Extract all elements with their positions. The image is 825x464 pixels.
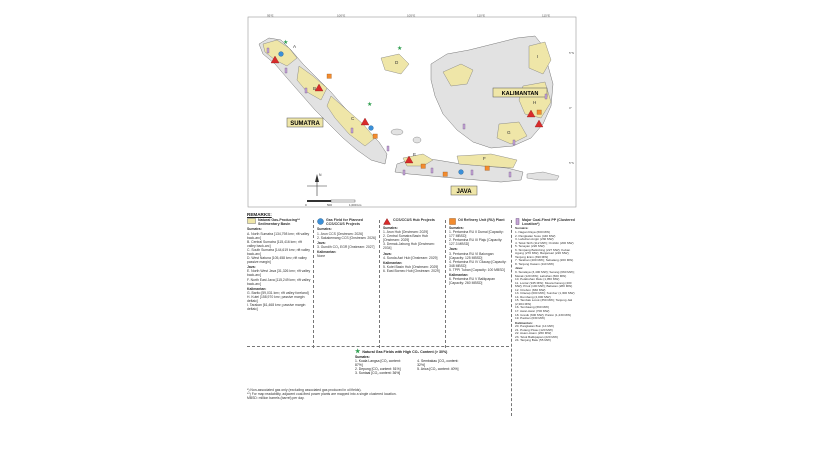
refinery-marker bbox=[327, 74, 331, 78]
legend-ccs-item: 3. Gundih CO₂ EGR [Onstream: 2027] bbox=[317, 244, 375, 249]
legend-power-item: 14. Rembang (2,000 MW) bbox=[515, 294, 551, 299]
legend-power-item: 4. Teluk Sirih (112 MW); Ombilin (200 MW) bbox=[515, 240, 574, 245]
kalimantan-label: KALIMANTAN bbox=[501, 90, 539, 97]
legend-gas-item: 1. Kuala Langsa [CO₂ content: 87%] bbox=[355, 359, 401, 368]
legend-gas-title: Natural Gas Fields with High CO₂ Content (> 30%) bbox=[362, 350, 448, 354]
top-tick: 100°E bbox=[337, 14, 346, 18]
legend-power-item: 10. Pelabuhan Ratu (1,050 MW) bbox=[515, 277, 560, 282]
legend-power-item: 12. Cirebon (660 MW) bbox=[515, 287, 546, 292]
north-label: N bbox=[319, 173, 322, 177]
legend-power-item: 9. Suralaya (3,400 MW); Serang (660 MW); Merak (120 MW); Labuhan (600 MW) bbox=[515, 269, 575, 278]
legend-basin-item: C. South Sumatra [144,619 km²; rift valley back-arc] bbox=[247, 247, 310, 256]
legend-gas-sumatra-head: Sumatra: bbox=[355, 355, 370, 359]
legend-basin-kalimantan-head: Kalimantan: bbox=[247, 286, 267, 291]
legend-gas-item: 2. Depung [CO₂ content: 51%] bbox=[355, 367, 401, 372]
legend-power-item: 3. Labuhan Angin (230 MW) bbox=[515, 237, 554, 242]
scale-label: 0 bbox=[305, 203, 307, 207]
power-plant-marker bbox=[509, 172, 511, 177]
scale-label: 1,000 km bbox=[349, 203, 362, 207]
legend-refinery-kalimantan-head: Kalimantan: bbox=[449, 273, 469, 278]
legend-hub-header bbox=[383, 218, 443, 225]
legend-power-column bbox=[515, 218, 577, 343]
gas-field-marker: ★ bbox=[283, 40, 289, 46]
orange-square-icon bbox=[449, 218, 456, 225]
basin-swatch-icon bbox=[247, 218, 256, 224]
legend-basin-java-head: Java: bbox=[247, 265, 256, 270]
legend-hub-item: 4. Sunda Asri Hub [Onstream: 2029] bbox=[383, 255, 438, 260]
basin-letter-i: I bbox=[537, 54, 539, 59]
legend-basin-header bbox=[247, 218, 311, 226]
gas-field-marker: ★ bbox=[397, 46, 403, 52]
legend-gas-left bbox=[355, 355, 407, 375]
top-tick: 95°E bbox=[267, 14, 274, 18]
power-plant-marker bbox=[545, 94, 547, 99]
legend-refinery-item: 5. TPPI Tuban [Capacity: 100 MBSD] bbox=[449, 267, 505, 272]
legend-power-item: 19. Pacitan (630 MW) bbox=[515, 316, 545, 321]
legend-hub-kalimantan-head: Kalimantan: bbox=[383, 260, 403, 265]
legend-basin-item: G. Barito [59,031 km²; rift valley foreland] bbox=[247, 290, 309, 295]
side-tick: 0° bbox=[569, 106, 572, 110]
legend-divider bbox=[445, 220, 446, 348]
legend-refinery-item: 4. Pertamina RU IV Cilacap [Capacity: 348 MBSD] bbox=[449, 259, 507, 268]
refinery-marker bbox=[443, 172, 447, 176]
java-label: JAVA bbox=[456, 188, 472, 195]
legend-basin-item: H. Kutei [158,970 km²; passive margin deltaic] bbox=[247, 294, 305, 303]
legend-power-item: 20. Pangkalan Bun (14 MW) bbox=[515, 324, 554, 329]
legend-basin-item: I. Tarakan [61,468 km²; passive margin deltaic] bbox=[247, 303, 306, 312]
map-svg bbox=[247, 14, 577, 210]
map-figure bbox=[247, 14, 577, 210]
scale-label: 500 bbox=[327, 203, 333, 207]
legend-gas-item: 3. Suntaai [CO₂ content: 36%] bbox=[355, 371, 401, 376]
legend-ccs-item: 1. Arun CCS [Onstream: 2026] bbox=[317, 231, 363, 236]
legend-ccs-sumatra-head: Sumatra: bbox=[317, 227, 332, 232]
power-plant-marker bbox=[403, 170, 405, 175]
side-tick: 5°S bbox=[569, 161, 574, 165]
power-plant-marker bbox=[285, 68, 287, 73]
purple-bar-icon bbox=[515, 218, 520, 225]
sumatra-label: SUMATRA bbox=[290, 120, 320, 127]
legend-gas-item: 5. Arica [CO₂ content: 40%] bbox=[417, 367, 459, 372]
basin-letter-h: H bbox=[533, 100, 537, 105]
legend-hub-item: 5. Kutei Basin Hub [Onstream: 2029] bbox=[383, 264, 439, 269]
legend-power-item: 5. Tenayan (220 MW) bbox=[515, 244, 545, 249]
legend-note: *) Non-associated gas only (excluding associated gas produced in oil fields). bbox=[247, 388, 362, 392]
power-plant-marker bbox=[387, 146, 389, 151]
legend-hub-item: 2. Central Sumatra Basin Hub [Onstream: 2029] bbox=[383, 234, 429, 243]
legend-power-item: 22. Asam-Asam (260 MW) bbox=[515, 331, 552, 336]
basin-letter-d: D bbox=[395, 60, 399, 65]
legend-basin-title: Natural Gas-Producing** Sedimentary Basin bbox=[258, 218, 300, 227]
legend-ccs-java-head: Java: bbox=[317, 240, 326, 245]
legend-power-item: 7. Tarahan (200 MW); Sebalang (200 MW) bbox=[515, 258, 574, 263]
legend-divider bbox=[511, 220, 512, 416]
basin-letter-b: B bbox=[313, 86, 317, 91]
legend-ccs-header bbox=[317, 218, 377, 226]
legend-power-java-head: Java: bbox=[515, 266, 523, 271]
power-plant-marker bbox=[351, 128, 353, 133]
basin-letter-f: F bbox=[483, 156, 486, 161]
top-tick: 115°E bbox=[542, 14, 550, 18]
legend-power-item: 21. Pulang Pisau (120 MW) bbox=[515, 327, 553, 332]
green-star-icon: ★ bbox=[355, 349, 361, 355]
legend-power-item: 17. Awar-Awar (700 MW) bbox=[515, 308, 550, 313]
legend-power-item: 18. Gresik (600 MW); Paiton (1,230 MW) bbox=[515, 312, 572, 317]
power-plant-marker bbox=[513, 140, 515, 145]
refinery-marker bbox=[537, 110, 541, 114]
legend-divider bbox=[313, 220, 314, 348]
legend-basin-item: B. Central Sumatra [115,416 km²; rift valley back-arc] bbox=[247, 239, 302, 248]
side-tick: 5°N bbox=[569, 51, 575, 55]
legend-basin-item: F. North East Java [115,249 km²; rift valley back-arc] bbox=[247, 277, 311, 286]
legend-basin-item: D. West Natuna [105,458 km²; rift valley passive margin] bbox=[247, 256, 307, 265]
legend-power-item: 15. Tambak Lorok (350 MW); Tanjung Jati (2,904 MW) bbox=[515, 298, 573, 306]
ccs-field-marker bbox=[459, 170, 464, 175]
ccs-field-marker bbox=[369, 126, 374, 131]
power-plant-marker bbox=[471, 170, 473, 175]
legend-power-item: 24. Tanjung Batu (55 MW) bbox=[515, 338, 551, 343]
power-plant-marker bbox=[305, 88, 307, 93]
power-plant-marker bbox=[431, 168, 433, 173]
legend-power-item: 1. Nagan Raya (600 MW) bbox=[515, 229, 551, 234]
legend-refinery-java-head: Java: bbox=[449, 247, 458, 252]
legend-notes bbox=[247, 388, 487, 401]
legend-power-item: 13. Cilacap (600 MW); Sumber (1,300 MW) bbox=[515, 291, 575, 296]
bangka-island bbox=[391, 129, 403, 135]
legend-power-kalimantan-head: Kalimantan: bbox=[515, 320, 533, 325]
legend-divider bbox=[379, 220, 380, 348]
legend-refinery-title: Oil Refinery Unit (RU) Plant bbox=[458, 218, 505, 222]
legend-refinery-item: 6. Pertamina RU V Balikpapan [Capacity: 260 MBSD] bbox=[449, 277, 495, 286]
basin-letter-g: G bbox=[507, 130, 511, 135]
legend-power-item: 2. Pangkalan Susu (440 MW) bbox=[515, 233, 556, 238]
legend-note: **) For map readability, adjacent coal-fired power plants are mapped into a single clustered location. bbox=[247, 392, 397, 397]
legend-ccs-item: 2. Sakakemang CCS [Onstream: 2026] bbox=[317, 235, 376, 240]
basin-letter-a: A bbox=[293, 44, 297, 49]
legend-power-item: 16. Tembaang (660 MW) bbox=[515, 305, 549, 310]
legend-hub-item: 6. East Borneo Hub [Onstream: 2029] bbox=[383, 268, 440, 273]
legend-refinery-column bbox=[449, 218, 509, 285]
legend-hub-java-head: Java: bbox=[383, 251, 392, 256]
legend-power-item: 6. Simpang Belimbing (227 MW); Keban Agung (270 MW); Banjarsari (220 MW); Tanjung Enim (390 MW) bbox=[515, 247, 571, 259]
power-plant-marker bbox=[463, 124, 465, 129]
legend-refinery-header bbox=[449, 218, 509, 225]
legend-power-item: 11. Lontar (945 MW); Muara Karang (400 MW); Priok (100 MW); Babelan (280 MW) bbox=[515, 280, 573, 289]
red-triangle-icon bbox=[383, 218, 391, 225]
legend-basin-item: E. North West Java [31,326 km²; rift valley back-arc] bbox=[247, 269, 311, 278]
gas-field-marker: ★ bbox=[367, 102, 373, 108]
legend-power-item: 23. Teluk Balikpapan (220 MW) bbox=[515, 334, 558, 339]
refinery-marker bbox=[485, 166, 489, 170]
legend-refinery-item: 2. Pertamina RU III Plaju [Capacity: 127.3 MBSD] bbox=[449, 238, 503, 247]
top-tick: 110°E bbox=[477, 14, 485, 18]
belitung-island bbox=[413, 137, 421, 143]
legend-basin-item: A. North Sumatra [134,798 km²; rift valley back-arc] bbox=[247, 231, 310, 240]
legend-hub-column bbox=[383, 218, 443, 273]
basin-letter-c: C bbox=[351, 116, 355, 121]
legend-ccs-title: Gas Field for Planned CCS/CCUS Projects bbox=[326, 218, 363, 227]
ccs-field-marker bbox=[279, 52, 284, 57]
legend-power-title: Major Coal-Fired PP (Clustered Location*) bbox=[522, 218, 575, 227]
legend-gas-item: 4. Sembakau [CO₂ content: 32%] bbox=[417, 359, 459, 368]
remarks-heading: REMARKS: bbox=[247, 212, 272, 217]
legend-note: MBSD: million barrels (barrel) per day. bbox=[247, 396, 305, 401]
legend-hub-title: CCS/CCUS Hub Projects bbox=[393, 218, 435, 222]
refinery-marker bbox=[373, 134, 377, 138]
legend-basin-column bbox=[247, 218, 311, 311]
legend-gas-block bbox=[355, 350, 465, 375]
legend-refinery-item: 1. Pertamina RU II Dumai [Capacity: 177 MBSD] bbox=[449, 230, 504, 239]
legend-refinery-item: 3. Pertamina RU VI Balongan [Capacity: 125 MBSD] bbox=[449, 251, 494, 260]
legend-ccs-column bbox=[317, 218, 377, 258]
legend-power-item: 8. Tanjung Kasam (110 MW) bbox=[515, 261, 554, 266]
refinery-marker bbox=[421, 164, 425, 168]
legend-ccs-item: None bbox=[317, 253, 326, 258]
legend-basin-sumatra-head: Sumatra: bbox=[247, 227, 262, 232]
legend-hub-item: 3. Demak-Jabung Hub [Onstream: 2034] bbox=[383, 242, 435, 251]
legend-hub-sumatra-head: Sumatra: bbox=[383, 226, 398, 230]
legend-gas-right bbox=[417, 355, 465, 375]
legend-ccs-kalimantan-head: Kalimantan: bbox=[317, 249, 337, 254]
legend-gas-columns bbox=[355, 355, 465, 375]
legend bbox=[247, 212, 577, 412]
legend-divider bbox=[247, 346, 509, 347]
top-tick: 105°E bbox=[407, 14, 416, 18]
basin-letter-e: E bbox=[413, 152, 417, 157]
blue-circle-icon bbox=[317, 218, 324, 225]
legend-power-sumatra-head: Sumatra: bbox=[515, 226, 529, 231]
power-plant-marker bbox=[267, 48, 269, 53]
legend-refinery-sumatra-head: Sumatra: bbox=[449, 226, 464, 230]
legend-power-header bbox=[515, 218, 577, 226]
legend-hub-item: 1. Arun Hub [Onstream: 2029] bbox=[383, 230, 429, 235]
